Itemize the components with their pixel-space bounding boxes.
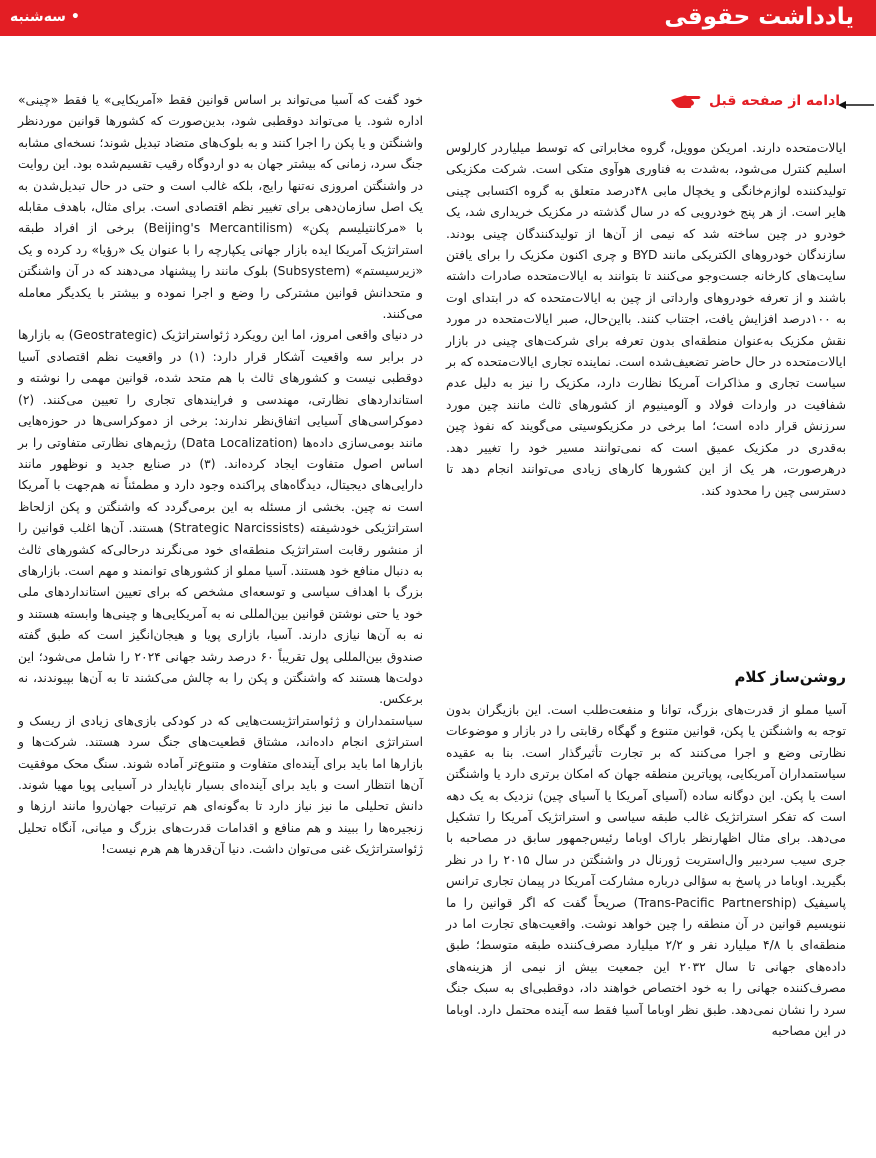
left-column-text — [18, 90, 423, 861]
section-paragraph: آسیا مملو از قدرت‌های بزرگ، توانا و منفعت‌طلب است. این بازیگران بدون توجه به واشنگتن یا پکن، قوانین متنوع و گهگاه رقابتی را در بازار و موضوعات نظارتی وضع و اجرا می‌کنند که بر تجارت تأثیرگذار است. بنا به عقیده سیاستمداران آمریکایی، پویاترین منطقه جهان که امکان برتری دارد یا واشنگتن است یا پکن. این دوگانه ساده (آسیای آمریکا یا آسیای چین) نزدیک به یک دهه است که تفکر استراتژیک غالب طبقه سیاسی و استراتژیک آمریکا را تشکیل می‌دهد. برای مثال اظهارنظر باراک اوباما رئیس‌جمهور سابق در مصاحبه با جری سیب سردبیر وال‌استریت ژورنال در واشنگتن در سال ۲۰۱۵ را در نظر بگیرید. اوباما در پاسخ به سؤالی درباره مشارکت آمریکا در پیمان تجاری ترانس پاسیفیک (Trans-Pacific Partnership) صریحاً گفت که اگر قوانین را ما ننویسیم قوانین در آن منطقه را چین خواهد نوشت. واقعیت‌های تجارت اما در منطقه‌ای با ۴/۸ میلیارد نفر و ۲/۲ میلیارد مصرف‌کننده طبقه متوسط؛ طبق داده‌های جهانی تا سال ۲۰۳۲ این جمعیت بیش از نیمی از هزینه‌های مصرف‌کننده جهانی را به خود اختصاص خواهند داد، دوقطبی‌ای به سبک جنگ سرد را نشان نمی‌دهد. طبق نظر اوباما آسیا فقط سه آینده محتمل دارد. اوباما در این مصاحبه — [446, 703, 847, 1039]
left-paragraph-2: در دنیای واقعی امروز، اما این رویکرد ژئواستراتژیک (Geostrategic) به بازارها در برابر سه واقعیت آشکار قرار دارد: (۱) در واقعیت نظم اقتصادی آسیا دوقطبی نیست و کشورهای ثالث با هم متحد شده، قوانین مهمی را نوشته و استانداردهای نظارتی، مهندسی و فرایندهای تجاری را تعیین می‌کنند. (۲) دموکراسی‌های آسیایی اتفاق‌نظر ندارند: برخی از دموکراسی‌ها در حوزه‌هایی مانند بومی‌سازی داده‌ها (Data Localization) رژیم‌های نظارتی متفاوتی را بر اساس اصول متفاوت ایجاد کرده‌اند. (۳) در صنایع جدید و نوظهور مانند دارایی‌های دیجیتال، دیدگاه‌های پراکنده وجود دارد و مطمئناً نه هم‌جهت با آمریکا است نه چین. بخشی از مسئله به این برمی‌گردد که واشنگتن و پکن ازلحاظ استراتژیکی خودشیفته (Strategic Narcissists) هستند. آن‌ها اغلب قوانین را از منشور رقابت استراتژیک منطقه‌ای خود می‌نگرند درحالی‌که کشورهای ثالث به دنبال منافع خود هستند. آسیا مملو از کشورهای توانمند و مهم است. بازارهای بزرگ با اهداف سیاسی و توسعه‌ای مشخص که برای تعیین استانداردهای ملی خود یا حتی نوشتن قوانین بین‌المللی نه به آمریکایی‌ها و چینی‌ها وابسته هستند و نه به آن‌ها نیازی دارند. آسیا، بازاری پویا و هیجان‌انگیز است که طبق گفته صندوق بین‌المللی پول تقریباً ۶۰ درصد رشد جهانی ۲۰۲۴ را شامل می‌شود؛ این دولت‌ها هستند که واشنگتن و پکن را به چالش می‌کشند تا به آن‌ها بپیوندند، نه برعکس. — [18, 328, 424, 707]
right-column-section-text — [446, 700, 846, 1043]
section-header-title: یادداشت حقوقی — [664, 4, 854, 30]
continued-from-previous — [669, 92, 840, 110]
header-day: • سه‌شنبه — [10, 9, 80, 25]
right-paragraph: ایالات‌متحده دارند. امریکن موویل، گروه مخابراتی که توسط میلیاردر کارلوس اسلیم کنترل می‌شود، به‌شدت به فناوری هوآوی متکی است. شرکت مکزیکی تولیدکننده لوازم‌خانگی و یخچال مابی ۴۸درصد متعلق به گروه اکتسابی چینی هایر است. از هر پنج خودرویی که در سال گذشته در مکزیک خریداری شد، یک خودرو در چین ساخته شد که نیمی از آن‌ها از تولیدکنندگان چینی بودند. سازندگان خودروهای الکتریکی مانند BYD و چری اکنون مکزیک را برای یافتن سایت‌های کارخانه جست‌وجو می‌کنند تا بتوانند به ایالات‌متحده صادرات داشته باشند و از تعرفه خودروهای وارداتی از چین به ایالات‌متحده که در ابتدای اوت به ۱۰۰درصد افزایش یافت، اجتناب کنند. بااین‌حال، صبر ایالات‌متحده در مورد نقش مکزیک به‌عنوان منطقه‌ای بدون تعرفه برای شرکت‌های چینی در بازار ایالات‌متحده در حال حاضر تضعیف‌شده است. نماینده تجاری ایالات‌متحده که بر سیاست تجاری و مذاکرات آمریکا نظارت دارد، مکزیک را نیز به دلیل عدم شفافیت در واردات فولاد و آلومینیوم از کشورهای ثالث مانند چین مورد سرزنش قرار داده است؛ اما برخی در مکزیکوسیتی می‌گویند که نفوذ چین به‌قدری در مکزیک عمیق است که نمی‌توانند مسیر خود را تغییر دهد. درهرصورت، هر یک از این کشورها کارهای زیادی می‌توانند انجام دهد تا دسترسی چین را محدود کند. — [446, 141, 846, 498]
left-arrow-icon — [838, 100, 874, 110]
right-column-continued-text — [446, 138, 846, 502]
left-paragraph-1: خود گفت که آسیا می‌تواند بر اساس قوانین فقط «آمریکایی» یا فقط «چینی» اداره شود. یا می‌تواند دوقطبی شود، بدین‌صورت که کشورها قوانین موردنظر واشنگتن و یا پکن را اجرا کنند و به بلوک‌های متضاد تبدیل شوند؛ نسخه‌ای مشابه جنگ سرد، زمانی که بیشتر جهان به دو اردوگاه رقیب تقسیم‌شده بود. این روایت در واشنگتن امروزی نه‌تنها رایج، بلکه غالب است و حتی در حال تبدیل‌شدن به یک اصل سازمان‌دهی برای تغییر نظم اقتصادی است. برای مثال، باهدف مقابله با «مرکانتیلیسم پکن» (Beijing's Mercantilism) برخی از افراد طبقه استراتژیک آمریکا ایده بازار جهانی یکپارچه را با عنوان یک «رؤیا» رد کرده و یک «زیرسیستم» (Subsystem) بلوک مانند را پیشنهاد می‌دهند که در آن واشنگتن و متحدانش قوانین مشترکی را وضع و اجرا نموده و بیشتر با یکدیگر معامله می‌کنند. — [18, 93, 423, 322]
pointing-hand-icon — [669, 92, 703, 110]
continued-label: ادامه از صفحه قبل — [709, 93, 840, 109]
page-header — [0, 0, 876, 36]
section-heading: روشن‌ساز کلام — [734, 668, 846, 686]
left-paragraph-3: سیاستمداران و ژئواستراتژیست‌هایی که در کودکی بازی‌های زیادی از ریسک و استراتژی انجام داده‌اند، مشتاق قطعیت‌های جنگ سرد هستند. شرکت‌ها و بازارها اما باید برای آینده‌ای متفاوت و متنوع‌تر آماده شوند. سنگ محک موفقیت آن‌ها انتظار است و باید برای آینده‌ای بسیار ناپایدار در آسیایی پویا مهیا شوند. دانش تحلیلی ما نیز نیاز دارد تا به‌گونه‌ای هم ترتیبات جهان‌روا مانند ارزها و زنجیره‌ها را ببیند و هم منافع و اقدامات قدرت‌های بزرگ و میانی، آنگاه تحلیل ژئواستراتژیک غنی می‌توان داشت. دنیا آن‌قدرها هم هرم نیست! — [18, 713, 423, 857]
